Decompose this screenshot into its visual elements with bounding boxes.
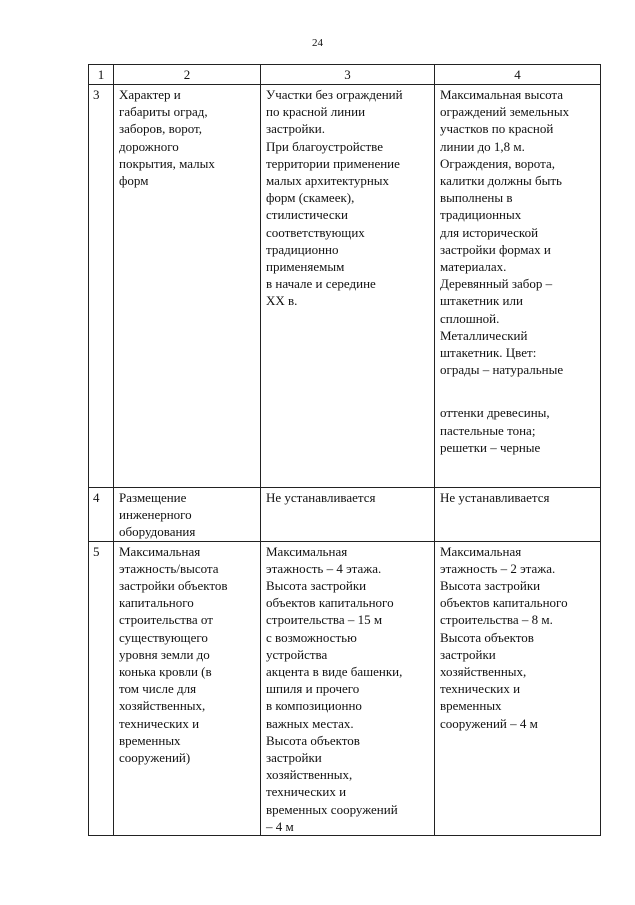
cell-text-line: решетки – черные: [440, 439, 541, 455]
cell-text-line: пастельные тона;: [440, 422, 536, 438]
cell-text-line: хозяйственных,: [119, 698, 206, 714]
cell-text-line: застройки формах и: [440, 241, 551, 257]
cell-text-line: застройки.: [266, 121, 325, 137]
cell-text-line: шпиля и прочего: [266, 681, 360, 697]
cell-text-line: форм: [119, 173, 149, 189]
cell-text-line: Ограждения, ворота,: [440, 155, 555, 171]
cell-text-line: Высота объектов: [440, 629, 534, 645]
cell-text-line: Максимальная: [119, 543, 201, 559]
cell-text-line: стилистически: [266, 207, 348, 223]
requirement-cell-col4: [435, 541, 601, 835]
cell-text-line: При благоустройстве: [266, 138, 384, 154]
cell-text-line: для исторической: [440, 224, 539, 240]
cell-text-line: с возможностью: [266, 629, 357, 645]
parameter-cell: [114, 541, 261, 835]
cell-text-line: Размещение: [119, 490, 187, 505]
cell-text-line: Не устанавливается: [440, 490, 550, 505]
cell-text-line: хозяйственных,: [266, 767, 353, 783]
cell-text-line: линии до 1,8 м.: [440, 138, 525, 154]
header-cell-1: 1: [89, 65, 114, 85]
table-row: [89, 488, 601, 542]
requirement-cell-col3: [261, 488, 435, 542]
cell-text-line: сооружений): [119, 750, 191, 766]
cell-text-line: ограждений земельных: [440, 104, 570, 120]
cell-text-line: XX в.: [266, 293, 298, 309]
cell-text-line: территории применение: [266, 155, 400, 171]
table-header-row: [89, 65, 601, 85]
requirement-cell-col3: [261, 541, 435, 835]
cell-text-line: Участки без ограждений: [266, 87, 403, 102]
cell-text-line: в начале и середине: [266, 276, 376, 292]
cell-text-line: застройки объектов: [119, 578, 228, 594]
row-number: 5: [89, 541, 114, 835]
cell-text-line: заборов, ворот,: [119, 121, 202, 137]
cell-text-line: технических и: [266, 784, 347, 800]
cell-text-line: Максимальная: [266, 543, 348, 559]
cell-text-line: Максимальная высота: [440, 87, 564, 102]
cell-text-line: строительства – 8 м.: [440, 612, 553, 628]
vertical-gap: [440, 378, 596, 404]
cell-text-line: акцента в виде башенки,: [266, 664, 403, 680]
cell-text-line: калитки должны быть: [440, 173, 562, 189]
requirement-cell-col4: [435, 85, 601, 488]
cell-text-line: временных: [119, 732, 181, 748]
row-number: 3: [89, 85, 114, 488]
cell-text-line: сплошной.: [440, 310, 500, 326]
parameter-cell: [114, 85, 261, 488]
cell-text-line: инженерного: [119, 507, 192, 523]
cell-text-line: застройки: [440, 646, 496, 662]
cell-text-line: Металлический: [440, 327, 528, 343]
cell-text-line: применяемым: [266, 259, 345, 275]
cell-text-line: Максимальная: [440, 543, 522, 559]
cell-text-line: строительства от: [119, 612, 213, 628]
cell-text-line: хозяйственных,: [440, 664, 527, 680]
requirement-lines-continued: [440, 404, 596, 456]
cell-text-line: малых архитектурных: [266, 173, 390, 189]
cell-text-line: габариты оград,: [119, 104, 208, 120]
cell-text-line: сооружений – 4 м: [440, 715, 538, 731]
cell-text-line: материалах.: [440, 259, 507, 275]
cell-text-line: форм (скамеек),: [266, 190, 355, 206]
cell-text-line: Высота объектов: [266, 732, 360, 748]
cell-text-line: существующего: [119, 629, 208, 645]
cell-text-line: по красной линии: [266, 104, 366, 120]
requirement-lines: [440, 86, 596, 378]
cell-text-line: штакетник. Цвет:: [440, 345, 537, 361]
cell-text-line: штакетник или: [440, 293, 523, 309]
cell-text-line: технических и: [119, 715, 200, 731]
parameter-cell: [114, 488, 261, 542]
cell-text-line: Деревянный забор –: [440, 276, 553, 292]
cell-text-line: объектов капитального: [266, 595, 394, 611]
cell-text-line: технических и: [440, 681, 521, 697]
cell-text-line: дорожного: [119, 138, 179, 154]
cell-text-line: уровня земли до: [119, 646, 210, 662]
cell-text-line: Характер и: [119, 87, 181, 102]
cell-text-line: важных местах.: [266, 715, 354, 731]
cell-text-line: Высота застройки: [266, 578, 367, 594]
cell-text-line: участков по красной: [440, 121, 554, 137]
cell-text-line: – 4 м: [266, 818, 294, 834]
cell-text-line: Высота застройки: [440, 578, 541, 594]
cell-text-line: конька кровли (в: [119, 664, 212, 680]
cell-text-line: этажность – 4 этажа.: [266, 560, 382, 576]
header-cell-2: 2: [114, 65, 261, 85]
cell-text-line: временных сооружений: [266, 801, 398, 817]
cell-text-line: оборудования: [119, 524, 196, 540]
page-number: 24: [312, 37, 323, 49]
cell-text-line: застройки: [266, 750, 322, 766]
cell-text-line: традиционных: [440, 207, 522, 223]
cell-text-line: традиционно: [266, 241, 339, 257]
row-number: 4: [89, 488, 114, 542]
cell-text-line: соответствующих: [266, 224, 365, 240]
regulations-table: [88, 64, 601, 836]
cell-text-line: оттенки древесины,: [440, 405, 550, 421]
cell-text-line: покрытия, малых: [119, 155, 215, 171]
cell-text-line: выполнены в: [440, 190, 513, 206]
table-row: [89, 85, 601, 488]
cell-text-line: строительства – 15 м: [266, 612, 383, 628]
table-row: [89, 541, 601, 835]
cell-text-line: объектов капитального: [440, 595, 568, 611]
requirement-cell-col4: [435, 488, 601, 542]
header-cell-3: 3: [261, 65, 435, 85]
cell-text-line: капитального: [119, 595, 194, 611]
cell-text-line: ограды – натуральные: [440, 362, 564, 378]
cell-text-line: временных: [440, 698, 502, 714]
requirement-cell-col3: [261, 85, 435, 488]
cell-text-line: в композиционно: [266, 698, 362, 714]
cell-text-line: устройства: [266, 646, 328, 662]
cell-text-line: Не устанавливается: [266, 490, 376, 505]
cell-text-line: этажность – 2 этажа.: [440, 560, 556, 576]
cell-text-line: том числе для: [119, 681, 197, 697]
cell-text-line: этажность/высота: [119, 560, 219, 576]
header-cell-4: 4: [435, 65, 601, 85]
